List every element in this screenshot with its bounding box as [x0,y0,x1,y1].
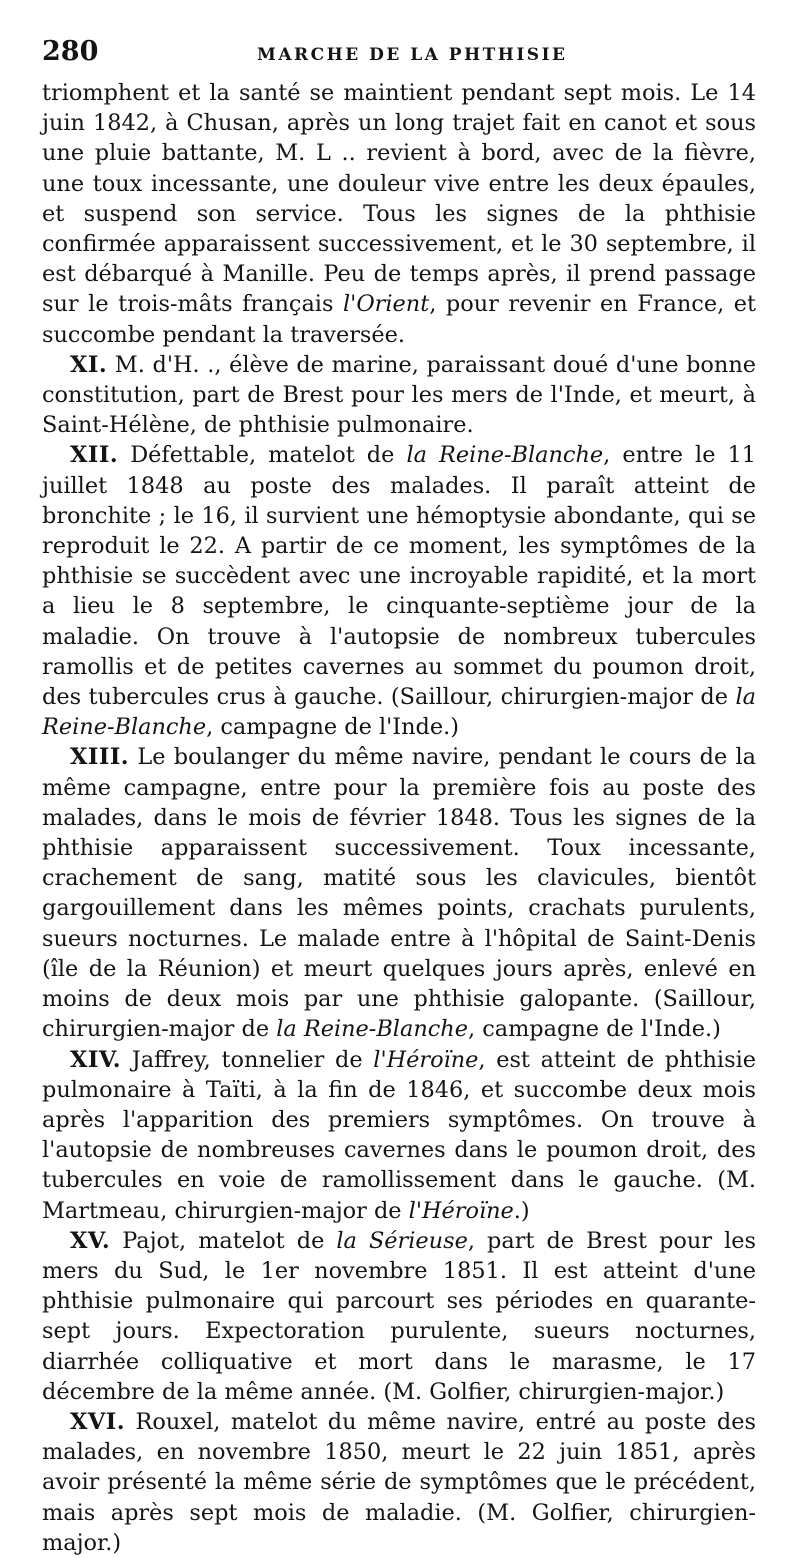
text-run: , part de Brest pour les mers du Sud, le 1er novembre 1851. Il est atteint d'une phthisie pulmonaire qui parcourt ses périodes en quarante-sept jours. Expectoration purulente, sueurs nocturnes, diarrhée colliquative et mort dans le marasme, le 17 décembre de la même année. (M. Golfier, chirurgien-major.) [42,1227,756,1405]
ship-name: la Reine-Blanche [406,442,604,469]
case-number: XVI. [70,1408,126,1435]
case-number: XIII. [70,744,130,771]
page-header [42,36,756,78]
ship-name: l'Héroïne [373,1046,479,1073]
paragraph-case [42,1407,756,1558]
text-run: , entre le 11 juillet 1848 au poste des malades. Il paraît atteint de bronchite ; le 16, il survient une hémoptysie abondante, qui se reproduit le 22. A partir de ce moment, les symptômes de la phthisie se succèdent avec une incroyable rapidité, et la mort a lieu le 8 septembre, le cinquante-septième jour de la maladie. On trouve à l'autopsie de nombreux tubercules ramollis et de petites cavernes au sommet du poumon droit, des tubercules crus à gauche. (Saillour, chirurgien-major de [42,442,757,711]
text-run: Défettable, matelot de [118,442,407,469]
case-number: XII. [70,442,119,469]
text-run: .) [513,1197,530,1224]
text-run: , pour revenir en France, et succombe pendant la traversée. [42,291,756,348]
case-number: XIV. [70,1046,122,1073]
text-run: , campagne de l'Inde.) [206,714,459,741]
text-run: , est atteint de phthisie pulmonaire à Taïti, à la fin de 1846, et succombe deux mois après l'apparition des premiers symptômes. On trouve à l'autopsie de nombreuses cavernes dans le poumon droit, des tubercules en voie de ramollissement dans le gauche. (M. Martmeau, chirurgien-major de [42,1046,756,1224]
text-run: triomphent et la santé se maintient pendant sept mois. Le 14 juin 1842, à Chusan, après un long trajet fait en canot et sous une pluie battante, M. L .. revient à bord, avec de la fièvre, une toux incessante, une douleur vive entre les deux épaules, et suspend son service. Tous les signes de la phthisie confirmée apparaissent successivement, et le 30 septembre, il est débarqué à Manille. Peu de temps après, il prend passage sur le trois-mâts français [42,80,756,318]
text-run: Jaffrey, tonnelier de [121,1046,374,1073]
paragraph-case [42,440,756,742]
case-number: XI. [70,351,108,378]
paragraph-case [42,742,756,1044]
paragraph-continued [42,78,756,350]
text-run: Pajot, matelot de [110,1227,337,1254]
paragraph-case [42,350,756,441]
ship-name: la Reine-Blanche [276,1016,468,1043]
text-run: Le boulanger du même navire, pendant le cours de la même campagne, entre pour la première fois au poste des malades, dans le mois de février 1848. Tous les signes de la phthisie apparaissent successivement. Toux incessante, crachement de sang, matité sous les clavicules, bientôt gargouillement dans les mêmes points, crachats purulents, sueurs nocturnes. Le malade entre à l'hôpital de Saint-Denis (île de la Réunion) et meurt quelques jours après, enlevé en moins de deux mois par une phthisie galopante. (Saillour, chirurgien-major de [42,744,756,1043]
ship-name: l'Héroïne [408,1197,514,1224]
case-number: XV. [70,1227,111,1254]
paragraph-case [42,1226,756,1407]
ship-name: la Sérieuse [336,1227,468,1254]
text-run: , campagne de l'Inde.) [467,1016,721,1043]
running-title: MARCHE DE LA PHTHISIE [257,45,568,65]
page-number: 280 [42,36,99,67]
text-run: Rouxel, matelot du même navire, entré au poste des malades, en novembre 1850, meurt le 22 juin 1851, après avoir présenté la même série de symptômes que le précédent, mais après sept mois de maladie. (M. Golfier, chirurgien-major.) [42,1408,756,1556]
paragraph-case [42,1045,756,1226]
text-run: M. d'H. ., élève de marine, paraissant doué d'une bonne constitution, part de Brest pour les mers de l'Inde, et meurt, à Saint-Hélène, de phthisie pulmonaire. [42,351,756,439]
ship-name: l'Orient [343,291,430,318]
ship-name: la Reine-Blanche [42,684,756,741]
body-text [42,78,756,1558]
